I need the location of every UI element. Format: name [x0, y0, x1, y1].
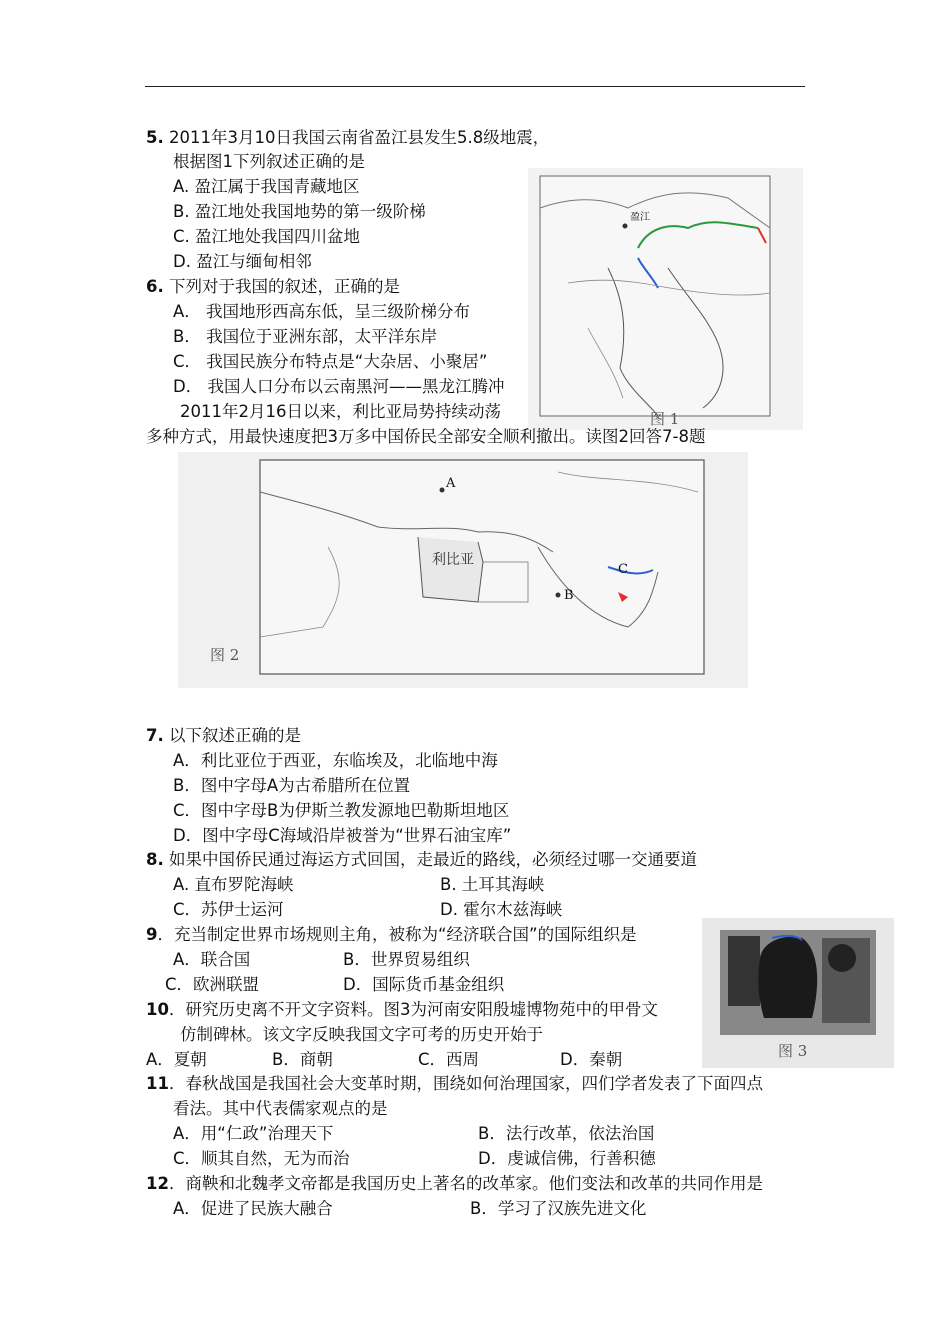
figure-2-map	[178, 452, 748, 688]
header-rule	[145, 86, 805, 87]
q9-line	[146, 924, 637, 946]
q9-stem: ．充当制定世界市场规则主角，被称为“经济联合国”的国际组织是	[157, 925, 637, 944]
q10-stem-2: 仿制碑林。该文字反映我国文字可考的历史开始于	[180, 1025, 543, 1044]
q5-option-d: D. 盈江与缅甸相邻	[173, 252, 312, 271]
q6-option-c: C． 我国民族分布特点是“大杂居、小聚居”	[173, 352, 488, 371]
q12-option-a: A．促进了民族大融合	[173, 1199, 333, 1218]
q5-number: 5.	[146, 128, 164, 147]
figure-1-caption: 图 1	[650, 410, 680, 428]
q9-option-d: D．国际货币基金组织	[343, 975, 505, 994]
q8-line	[146, 849, 697, 871]
q7-option-c: C．图中字母B为伊斯兰教发源地巴勒斯坦地区	[173, 801, 510, 820]
figure-3-photo	[702, 918, 894, 1068]
figure-2-label-a: A	[446, 476, 456, 491]
q5-stem-2: 根据图1下列叙述正确的是	[173, 152, 365, 171]
figure-1-svg	[528, 168, 803, 430]
q7-option-b: B．图中字母A为古希腊所在位置	[173, 776, 411, 795]
q10-stem-1: ．研究历史离不开文字资料。图3为河南安阳殷墟博物苑中的甲骨文	[168, 1000, 658, 1019]
q5-option-c: C. 盈江地处我国四川盆地	[173, 227, 361, 246]
figure-1-map	[528, 168, 803, 430]
q7-option-a: A．利比亚位于西亚，东临埃及，北临地中海	[173, 751, 498, 770]
q12-line	[146, 1173, 763, 1195]
q7-option-d: D．图中字母C海域沿岸被誉为“世界石油宝库”	[173, 826, 512, 845]
q8-option-d: D. 霍尔木兹海峡	[440, 900, 563, 919]
q5-option-b: B. 盈江地处我国地势的第一级阶梯	[173, 202, 426, 221]
q9-number: 9	[146, 925, 158, 944]
intro-line-1: 2011年2月16日以来，利比亚局势持续动荡	[180, 402, 501, 421]
q11-option-a: A．用“仁政”治理天下	[173, 1124, 334, 1143]
figure-2-caption: 图 2	[210, 646, 240, 664]
q9-option-a: A．联合国	[173, 950, 251, 969]
q5-option-a: A. 盈江属于我国青藏地区	[173, 177, 360, 196]
q6-stem: 下列对于我国的叙述，正确的是	[169, 277, 400, 296]
q9-option-b: B．世界贸易组织	[343, 950, 470, 969]
q11-option-c: C．顺其自然，无为而治	[173, 1149, 350, 1168]
figure-2-svg	[178, 452, 748, 688]
q11-stem-2: 看法。其中代表儒家观点的是	[173, 1099, 388, 1118]
q5-line1	[146, 127, 549, 149]
q8-number: 8.	[146, 850, 164, 869]
q11-line	[146, 1073, 763, 1095]
q10-option-c: C．西周	[418, 1050, 480, 1069]
q11-option-b: B．法行改革，依法治国	[478, 1124, 655, 1143]
q8-stem: 如果中国侨民通过海运方式回国，走最近的路线，必须经过哪一交通要道	[169, 850, 697, 869]
q6-number: 6.	[146, 277, 164, 296]
intro-line-2: 多种方式，用最快速度把3万多中国侨民全部安全顺利撤出。读图2回答7-8题	[146, 427, 706, 446]
q8-option-c: C．苏伊士运河	[173, 900, 284, 919]
figure-2-libya-label: 利比亚	[432, 552, 474, 568]
q11-stem-1: ．春秋战国是我国社会大变革时期，围绕如何治理国家，四们学者发表了下面四点	[168, 1074, 763, 1093]
q12-option-b: B．学习了汉族先进文化	[470, 1199, 647, 1218]
q7-line	[146, 725, 301, 747]
figure-1-yingjiang-label: 盈江	[630, 212, 650, 223]
q11-number: 11	[146, 1074, 169, 1093]
q8-option-a: A. 直布罗陀海峡	[173, 875, 294, 894]
q10-option-a: A．夏朝	[146, 1050, 207, 1069]
q7-stem: 以下叙述正确的是	[169, 726, 301, 745]
q12-stem: ．商鞅和北魏孝文帝都是我国历史上著名的改革家。他们变法和改革的共同作用是	[168, 1174, 763, 1193]
q12-number: 12	[146, 1174, 169, 1193]
figure-3-caption: 图 3	[778, 1042, 808, 1060]
figure-2-label-b: B	[564, 588, 574, 603]
q10-line	[146, 999, 658, 1021]
q5-stem-1: 2011年3月10日我国云南省盈江县发生5.8级地震，	[169, 128, 550, 147]
q6-option-a: A． 我国地形西高东低，呈三级阶梯分布	[173, 302, 471, 321]
q6-option-d: D． 我国人口分布以云南黑河——黑龙江腾冲	[173, 377, 505, 396]
figure-2-label-c: C	[618, 562, 628, 577]
q7-number: 7.	[146, 726, 164, 745]
q6-line	[146, 276, 400, 298]
q11-option-d: D．虔诚信佛，行善积德	[478, 1149, 656, 1168]
q10-option-d: D．秦朝	[560, 1050, 623, 1069]
q9-option-c: C．欧洲联盟	[165, 975, 260, 994]
q10-number: 10	[146, 1000, 169, 1019]
q8-option-b: B. 土耳其海峡	[440, 875, 545, 894]
q10-option-b: B．商朝	[272, 1050, 333, 1069]
q6-option-b: B． 我国位于亚洲东部，太平洋东岸	[173, 327, 438, 346]
